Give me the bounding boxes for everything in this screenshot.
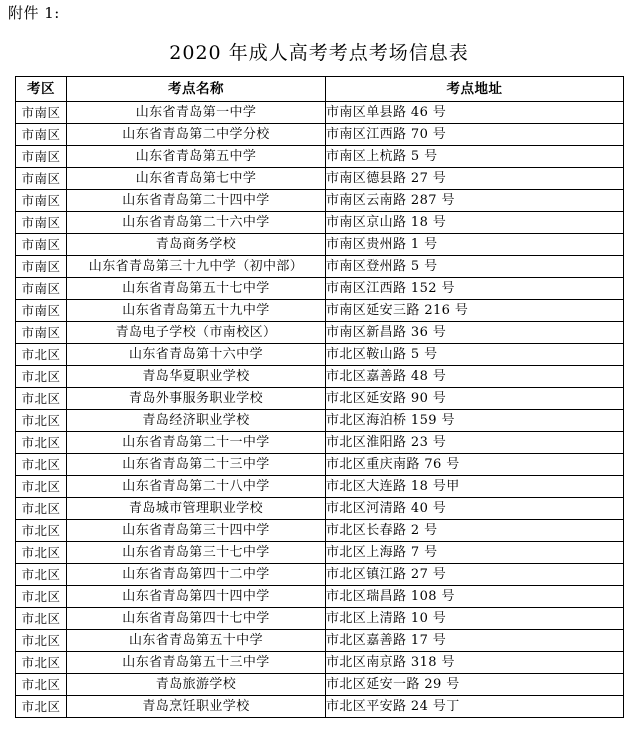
cell-site-address: 市南区延安三路 216 号 xyxy=(326,300,624,322)
cell-site-name: 山东省青岛第七中学 xyxy=(67,168,326,190)
cell-site-name: 山东省青岛第五十九中学 xyxy=(67,300,326,322)
cell-area: 市南区 xyxy=(16,256,67,278)
column-header-area: 考区 xyxy=(16,77,67,102)
cell-site-address: 市北区大连路 18 号甲 xyxy=(326,476,624,498)
cell-site-address: 市北区南京路 318 号 xyxy=(326,652,624,674)
table-row xyxy=(16,300,624,322)
cell-site-name: 山东省青岛第二十八中学 xyxy=(67,476,326,498)
table-row xyxy=(16,256,624,278)
cell-site-address: 市北区河清路 40 号 xyxy=(326,498,624,520)
table-row xyxy=(16,586,624,608)
cell-area: 市北区 xyxy=(16,344,67,366)
table-row xyxy=(16,520,624,542)
cell-area: 市北区 xyxy=(16,476,67,498)
cell-site-name: 山东省青岛第五十三中学 xyxy=(67,652,326,674)
cell-site-address: 市北区淮阳路 23 号 xyxy=(326,432,624,454)
cell-site-address: 市南区单县路 46 号 xyxy=(326,102,624,124)
cell-site-address: 市北区重庆南路 76 号 xyxy=(326,454,624,476)
cell-area: 市北区 xyxy=(16,366,67,388)
table-row xyxy=(16,212,624,234)
cell-site-address: 市北区瑞昌路 108 号 xyxy=(326,586,624,608)
cell-area: 市南区 xyxy=(16,146,67,168)
cell-area: 市北区 xyxy=(16,388,67,410)
cell-area: 市南区 xyxy=(16,190,67,212)
table-row xyxy=(16,454,624,476)
table-row xyxy=(16,146,624,168)
table-body xyxy=(16,102,624,718)
cell-site-address: 市南区江西路 152 号 xyxy=(326,278,624,300)
table-row xyxy=(16,168,624,190)
cell-area: 市北区 xyxy=(16,652,67,674)
cell-site-name: 青岛电子学校（市南校区） xyxy=(67,322,326,344)
cell-site-address: 市南区云南路 287 号 xyxy=(326,190,624,212)
table-row xyxy=(16,344,624,366)
cell-area: 市北区 xyxy=(16,432,67,454)
table-row xyxy=(16,696,624,718)
cell-area: 市北区 xyxy=(16,608,67,630)
exam-site-table-container xyxy=(15,76,623,718)
cell-site-name: 山东省青岛第十六中学 xyxy=(67,344,326,366)
exam-site-table xyxy=(15,76,624,718)
cell-area: 市南区 xyxy=(16,168,67,190)
table-row xyxy=(16,278,624,300)
cell-site-address: 市北区鞍山路 5 号 xyxy=(326,344,624,366)
cell-site-address: 市北区上海路 7 号 xyxy=(326,542,624,564)
cell-site-address: 市北区上清路 10 号 xyxy=(326,608,624,630)
cell-site-name: 山东省青岛第二十四中学 xyxy=(67,190,326,212)
cell-site-address: 市南区京山路 18 号 xyxy=(326,212,624,234)
cell-area: 市北区 xyxy=(16,454,67,476)
cell-site-name: 青岛烹饪职业学校 xyxy=(67,696,326,718)
table-row xyxy=(16,190,624,212)
cell-site-address: 市北区嘉善路 17 号 xyxy=(326,630,624,652)
cell-area: 市南区 xyxy=(16,102,67,124)
cell-site-name: 山东省青岛第五中学 xyxy=(67,146,326,168)
cell-site-name: 山东省青岛第三十七中学 xyxy=(67,542,326,564)
cell-area: 市北区 xyxy=(16,674,67,696)
cell-area: 市南区 xyxy=(16,212,67,234)
cell-site-name: 山东省青岛第三十四中学 xyxy=(67,520,326,542)
cell-site-name: 山东省青岛第四十七中学 xyxy=(67,608,326,630)
cell-site-address: 市南区江西路 70 号 xyxy=(326,124,624,146)
cell-area: 市南区 xyxy=(16,278,67,300)
cell-site-address: 市南区登州路 5 号 xyxy=(326,256,624,278)
cell-site-name: 山东省青岛第四十四中学 xyxy=(67,586,326,608)
cell-site-name: 山东省青岛第三十九中学（初中部） xyxy=(67,256,326,278)
cell-site-address: 市北区嘉善路 48 号 xyxy=(326,366,624,388)
page-title: 2020 年成人高考考点考场信息表 xyxy=(169,42,469,64)
cell-area: 市北区 xyxy=(16,520,67,542)
cell-site-address: 市南区德县路 27 号 xyxy=(326,168,624,190)
table-row xyxy=(16,542,624,564)
cell-site-address: 市南区上杭路 5 号 xyxy=(326,146,624,168)
cell-site-name: 青岛旅游学校 xyxy=(67,674,326,696)
column-header-site-name: 考点名称 xyxy=(67,77,326,102)
cell-area: 市南区 xyxy=(16,322,67,344)
cell-site-name: 青岛经济职业学校 xyxy=(67,410,326,432)
table-row xyxy=(16,498,624,520)
cell-area: 市北区 xyxy=(16,410,67,432)
cell-site-name: 山东省青岛第二十三中学 xyxy=(67,454,326,476)
table-row xyxy=(16,608,624,630)
cell-site-name: 山东省青岛第二中学分校 xyxy=(67,124,326,146)
cell-area: 市北区 xyxy=(16,630,67,652)
cell-area: 市南区 xyxy=(16,234,67,256)
table-row xyxy=(16,102,624,124)
table-row xyxy=(16,432,624,454)
table-header-row xyxy=(16,77,624,102)
column-header-site-address: 考点地址 xyxy=(326,77,624,102)
cell-area: 市南区 xyxy=(16,300,67,322)
cell-site-address: 市南区新昌路 36 号 xyxy=(326,322,624,344)
cell-site-address: 市北区延安一路 29 号 xyxy=(326,674,624,696)
cell-site-name: 青岛外事服务职业学校 xyxy=(67,388,326,410)
cell-area: 市北区 xyxy=(16,498,67,520)
table-row xyxy=(16,410,624,432)
table-header xyxy=(16,77,624,102)
cell-site-address: 市北区延安路 90 号 xyxy=(326,388,624,410)
table-row xyxy=(16,124,624,146)
cell-site-address: 市北区海泊桥 159 号 xyxy=(326,410,624,432)
table-row xyxy=(16,630,624,652)
table-row xyxy=(16,388,624,410)
table-row xyxy=(16,564,624,586)
cell-site-address: 市北区长春路 2 号 xyxy=(326,520,624,542)
cell-site-name: 山东省青岛第二十六中学 xyxy=(67,212,326,234)
cell-site-name: 山东省青岛第五十中学 xyxy=(67,630,326,652)
attachment-label: 附件 1: xyxy=(8,4,60,22)
table-row xyxy=(16,674,624,696)
cell-site-name: 山东省青岛第五十七中学 xyxy=(67,278,326,300)
cell-area: 市南区 xyxy=(16,124,67,146)
table-row xyxy=(16,366,624,388)
table-row xyxy=(16,476,624,498)
cell-area: 市北区 xyxy=(16,564,67,586)
cell-site-name: 青岛华夏职业学校 xyxy=(67,366,326,388)
cell-site-address: 市北区平安路 24 号丁 xyxy=(326,696,624,718)
cell-area: 市北区 xyxy=(16,696,67,718)
cell-site-name: 青岛商务学校 xyxy=(67,234,326,256)
cell-site-address: 市南区贵州路 1 号 xyxy=(326,234,624,256)
cell-site-address: 市北区镇江路 27 号 xyxy=(326,564,624,586)
table-row xyxy=(16,234,624,256)
cell-site-name: 山东省青岛第一中学 xyxy=(67,102,326,124)
cell-site-name: 山东省青岛第二十一中学 xyxy=(67,432,326,454)
cell-area: 市北区 xyxy=(16,542,67,564)
table-row xyxy=(16,322,624,344)
table-row xyxy=(16,652,624,674)
cell-area: 市北区 xyxy=(16,586,67,608)
cell-site-name: 山东省青岛第四十二中学 xyxy=(67,564,326,586)
cell-site-name: 青岛城市管理职业学校 xyxy=(67,498,326,520)
